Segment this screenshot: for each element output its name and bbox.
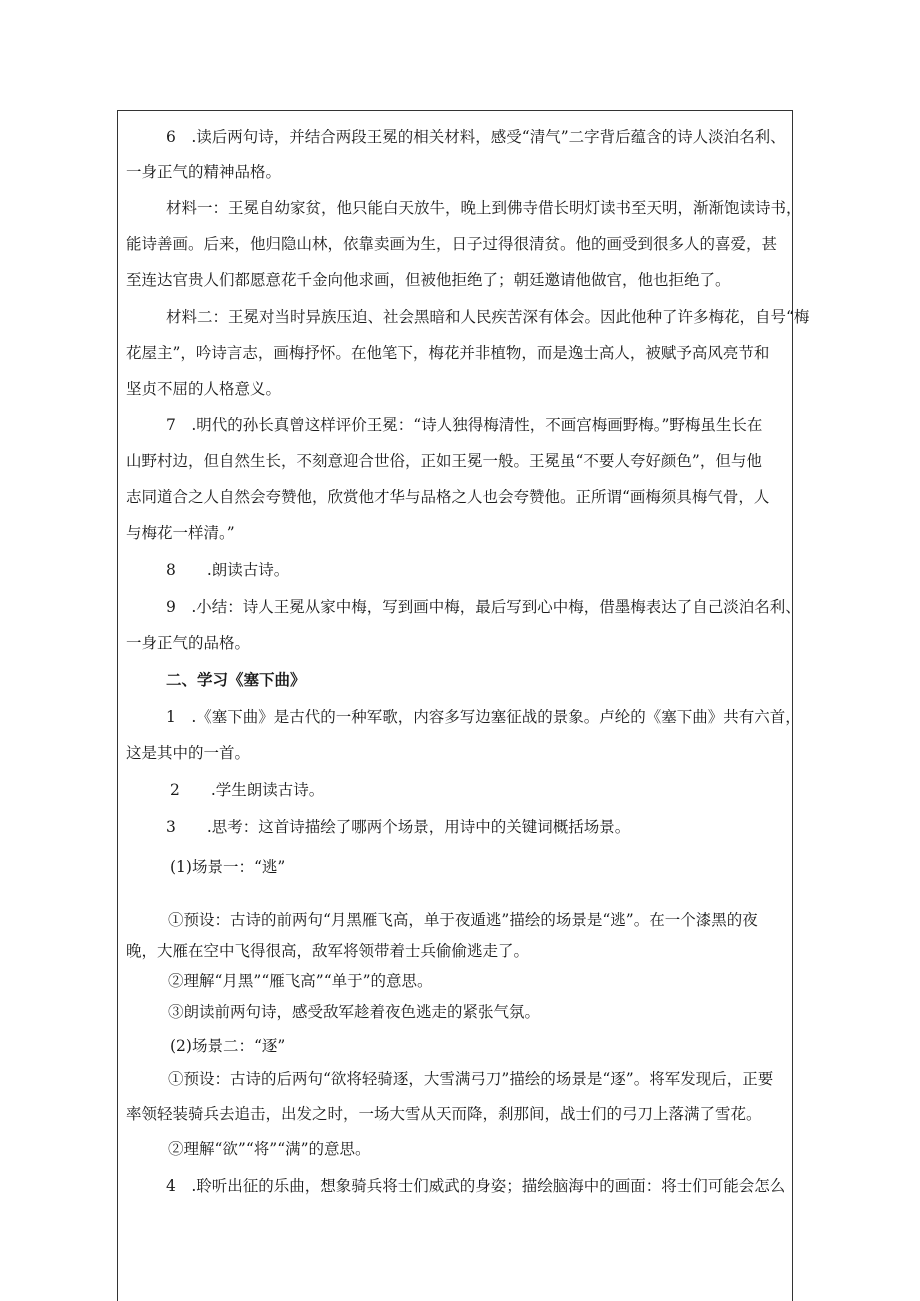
item-7-line-2: 山野村边，但自然生长，不刻意迎合世俗，正如王冕一般。王冕虽“不要人夸好颜色”，但与他 [126, 452, 762, 470]
sx-item-3: 3 .思考：这首诗描绘了哪两个场景，用诗中的关键词概括场景。 [166, 818, 631, 836]
material-2-line-3: 坚贞不屈的人格意义。 [126, 380, 282, 398]
material-1-line-3: 至连达官贵人们都愿意花千金向他求画，但被他拒绝了；朝廷邀请他做官，他也拒绝了。 [126, 271, 731, 289]
scene-1-read: ③朗读前两句诗，感受敌军趁着夜色逃走的紧张气氛。 [168, 1003, 541, 1021]
sx-item-4-line-1: 4 .聆听出征的乐曲，想象骑兵将士们威武的身姿；描绘脑海中的画面：将士们可能会怎么 [166, 1177, 786, 1195]
item-9-line-2: 一身正气的品格。 [126, 634, 251, 652]
scene-1-title: (1)场景一：“逃” [170, 858, 286, 876]
scene-2-understand: ②理解“欲”“将”“满”的意思。 [168, 1140, 371, 1158]
material-2-line-2: 花屋主”，吟诗言志，画梅抒怀。在他笔下，梅花并非植物，而是逸士高人，被赋予高风亮节和 [126, 344, 770, 362]
material-1-line-2: 能诗善画。后来，他归隐山林，依靠卖画为生，日子过得很清贫。他的画受到很多人的喜爱，甚 [126, 235, 778, 253]
scene-1-preset-line-2: 晚，大雁在空中飞得很高，敌军将领带着士兵偷偷逃走了。 [126, 942, 530, 960]
item-8: 8 .朗读古诗。 [166, 561, 290, 579]
material-2-line-1: 材料二：王冕对当时异族压迫、社会黑暗和人民疾苦深有体会。因此他种了许多梅花，自号“梅 [166, 308, 810, 326]
sx-item-1-line-1: 1 .《塞下曲》是古代的一种军歌，内容多写边塞征战的景象。卢纶的《塞下曲》共有六首， [166, 708, 801, 726]
scene-2-title: (2)场景二：“逐” [170, 1037, 286, 1055]
item-7-line-4: 与梅花一样清。” [126, 524, 235, 542]
section-heading: 二、学习《塞下曲》 [166, 670, 306, 689]
sx-item-1-line-2: 这是其中的一首。 [126, 744, 251, 762]
item-7-line-1: 7 .明代的孙长真曾这样评价王冕：“诗人独得梅清性，不画宫梅画野梅。”野梅虽生长在 [166, 416, 763, 434]
item-6-line-2: 一身正气的精神品格。 [126, 163, 282, 181]
scene-2-preset-line-1: ①预设：古诗的后两句“欲将轻骑逐，大雪满弓刀”描绘的场景是“逐”。将军发现后，正要 [168, 1070, 774, 1088]
item-6-line-1: 6 .读后两句诗，并结合两段王冕的相关材料，感受“清气”二字背后蕴含的诗人淡泊名利、 [166, 128, 786, 146]
table-cell-frame [117, 110, 810, 1301]
scene-1-preset-line-1: ①预设：古诗的前两句“月黑雁飞高，单于夜遁逃”描绘的场景是“逃”。在一个漆黑的夜 [168, 911, 758, 929]
item-7-line-3: 志同道合之人自然会夸赞他，欣赏他才华与品格之人也会夸赞他。正所谓“画梅须具梅气骨，人 [126, 488, 770, 506]
scene-2-preset-line-2: 率领轻装骑兵去追击，出发之时，一场大雪从天而降，刹那间，战士们的弓刀上落满了雪花。 [126, 1105, 762, 1123]
material-1-line-1: 材料一：王冕自幼家贫，他只能白天放牛，晚上到佛寺借长明灯读书至天明，渐渐饱读诗书， [166, 199, 802, 217]
scene-1-understand: ②理解“月黑”“雁飞高”“单于”的意思。 [168, 972, 433, 990]
sx-item-2: 2 .学生朗读古诗。 [170, 781, 325, 799]
item-9-line-1: 9 .小结：诗人王冕从家中梅，写到画中梅，最后写到心中梅，借墨梅表达了自己淡泊名利、 [166, 598, 801, 616]
